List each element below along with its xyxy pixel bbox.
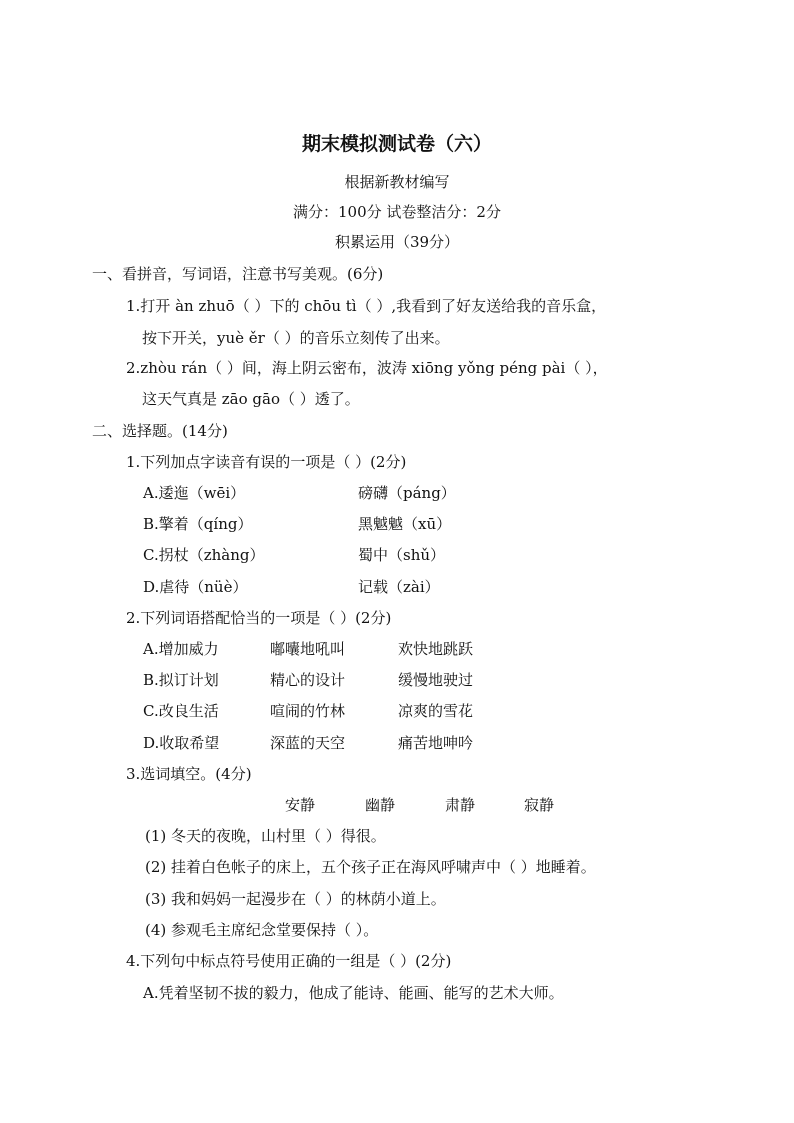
q2-2-option-b-col1: B.拟订计划 xyxy=(143,671,219,689)
q2-2-option-b-col2: 精心的设计 xyxy=(270,671,346,689)
q2-3-item-4: (4) 参观毛主席纪念堂要保持（ ）。 xyxy=(145,921,379,939)
q2-3-question: 3.选词填空。(4分) xyxy=(126,765,252,783)
q1-item1-line1: 1.打开 àn zhuō（ ）下的 chōu tì（ ）,我看到了好友送给我的音乐盒， xyxy=(126,297,607,315)
q2-2-option-d-col1: D.收取希望 xyxy=(143,734,220,752)
q1-heading: 一、看拼音，写词语，注意书写美观。(6分) xyxy=(92,265,384,283)
q2-2-question: 2.下列词语搭配恰当的一项是（ ）(2分) xyxy=(126,609,392,627)
q2-1-option-d-right: 记载（zài） xyxy=(358,578,440,596)
q1-item2-line2: 这天气真是 zāo gāo（ ）透了。 xyxy=(142,390,360,408)
score-info: 满分：100分 试卷整洁分：2分 xyxy=(293,203,501,221)
q2-1-question: 1.下列加点字读音有误的一项是（ ）(2分) xyxy=(126,453,407,471)
q2-heading: 二、选择题。(14分) xyxy=(92,422,228,440)
q2-2-option-c-col3: 凉爽的雪花 xyxy=(398,702,474,720)
q2-3-item-3: (3) 我和妈妈一起漫步在（ ）的林荫小道上。 xyxy=(145,890,446,908)
q2-2-option-c-col2: 喧闹的竹林 xyxy=(270,702,346,720)
q2-4-question: 4.下列句中标点符号使用正确的一组是（ ）(2分) xyxy=(126,952,452,970)
word-choice: 幽静 xyxy=(365,796,396,814)
q1-item2-line1: 2.zhòu rán（ ）间，海上阴云密布，波涛 xiōng yǒng péng pài（ ）， xyxy=(126,359,608,377)
exam-title: 期末模拟测试卷（六） xyxy=(301,133,492,155)
q1-item1-line2: 按下开关，yuè ěr（ ）的音乐立刻传了出来。 xyxy=(142,329,450,347)
q2-1-option-a-left: A.逶迤（wēi） xyxy=(143,484,246,502)
q2-1-option-a-right: 磅礴（páng） xyxy=(358,484,456,502)
word-choice: 肃静 xyxy=(445,796,476,814)
q2-1-option-d-left: D.虐待（nüè） xyxy=(143,578,248,596)
section-label: 积累运用（39分） xyxy=(334,233,460,251)
q2-1-option-b-left: B.擎着（qíng） xyxy=(143,515,253,533)
q2-1-option-c-right: 蜀中（shǔ） xyxy=(358,546,446,564)
q2-4-option-a: A.凭着坚韧不拔的毅力，他成了能诗、能画、能写的艺术大师。 xyxy=(143,984,564,1002)
q2-2-option-a-col3: 欢快地跳跃 xyxy=(398,640,474,658)
q2-2-option-b-col3: 缓慢地驶过 xyxy=(398,671,474,689)
q2-2-option-d-col2: 深蓝的天空 xyxy=(270,734,346,752)
q2-2-option-c-col1: C.改良生活 xyxy=(143,702,219,720)
word-choice: 寂静 xyxy=(524,796,555,814)
exam-subtitle: 根据新教材编写 xyxy=(344,173,450,191)
q2-2-option-d-col3: 痛苦地呻吟 xyxy=(398,734,474,752)
word-choice: 安静 xyxy=(285,796,316,814)
q2-1-option-c-left: C.拐杖（zhàng） xyxy=(143,546,265,564)
q2-1-option-b-right: 黑魆魆（xū） xyxy=(358,515,452,533)
q2-3-item-2: (2) 挂着白色帐子的床上，五个孩子正在海风呼啸声中（ ）地睡着。 xyxy=(145,858,596,876)
q2-3-item-1: (1) 冬天的夜晚，山村里（ ）得很。 xyxy=(145,827,386,845)
q2-2-option-a-col2: 嘟囔地吼叫 xyxy=(270,640,346,658)
q2-2-option-a-col1: A.增加威力 xyxy=(143,640,219,658)
